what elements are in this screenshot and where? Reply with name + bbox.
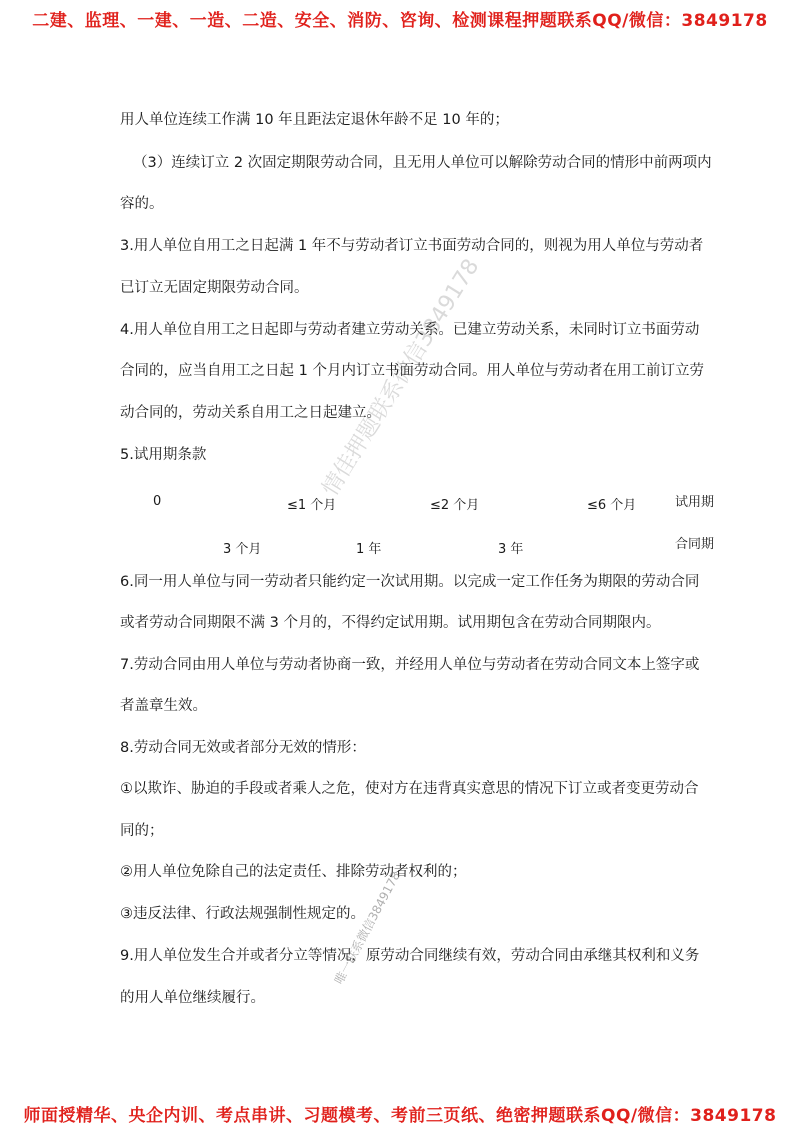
text-line: ①以欺诈、胁迫的手段或者乘人之危，使对方在违背真实意思的情况下订立或者变更劳动合 (120, 781, 699, 797)
text-line: 的用人单位继续履行。 (120, 990, 265, 1006)
text-line: 8.劳动合同无效或者部分无效的情形： (120, 740, 366, 756)
text-line: ③违反法律、行政法规强制性规定的。 (120, 906, 365, 922)
text-line: 合同的，应当自用工之日起 1 个月内订立书面劳动合同。用人单位与劳动者在用工前订立劳 (120, 363, 704, 379)
text-line: （3）连续订立 2 次固定期限劳动合同，且无用人单位可以解除劳动合同的情形中前两项内 (133, 155, 712, 171)
table-cell: 试用期 (675, 495, 715, 510)
text-line: 者盖章生效。 (120, 698, 207, 714)
table-cell: 合同期 (675, 537, 715, 552)
text-line: 容的。 (120, 196, 164, 212)
text-line: 9.用人单位发生合并或者分立等情况，原劳动合同继续有效，劳动合同由承继其权利和义务 (120, 948, 700, 964)
text-line: 已订立无固定期限劳动合同。 (120, 280, 309, 296)
text-line: 5.试用期条款 (120, 447, 207, 463)
bottom-banner: 师面授精华、央企内训、考点串讲、习题模考、考前三页纸、绝密押题联系QQ/微信：3849178 (23, 1106, 777, 1126)
table-cell: ≤2 个月 (430, 498, 480, 513)
text-line: 动合同的，劳动关系自用工之日起建立。 (120, 405, 381, 421)
watermark: 情佳押题联系微信3849178 (317, 254, 485, 501)
text-line: ②用人单位免除自己的法定责任、排除劳动者权利的； (120, 864, 467, 880)
top-banner: 二建、监理、一建、一造、二造、安全、消防、咨询、检测课程押题联系QQ/微信：3849178 (32, 11, 768, 31)
table-cell: 3 年 (498, 542, 524, 557)
text-line: 6.同一用人单位与同一劳动者只能约定一次试用期。以完成一定工作任务为期限的劳动合同 (120, 574, 700, 590)
table-cell: ≤1 个月 (287, 498, 337, 513)
text-line: 或者劳动合同期限不满 3 个月的，不得约定试用期。试用期包含在劳动合同期限内。 (120, 615, 661, 631)
text-line: 4.用人单位自用工之日起即与劳动者建立劳动关系。已建立劳动关系，未同时订立书面劳动 (120, 322, 700, 338)
table-cell: 1 年 (356, 542, 382, 557)
text-line: 7.劳动合同由用人单位与劳动者协商一致，并经用人单位与劳动者在劳动合同文本上签字或 (120, 657, 700, 673)
table-cell: 3 个月 (223, 542, 262, 557)
text-line: 同的； (120, 823, 164, 839)
text-line: 3.用人单位自用工之日起满 1 年不与劳动者订立书面劳动合同的，则视为用人单位与劳动者 (120, 238, 704, 254)
table-cell: 0 (153, 494, 162, 509)
table-cell: ≤6 个月 (587, 498, 637, 513)
text-line: 用人单位连续工作满 10 年且距法定退休年龄不足 10 年的； (120, 112, 509, 128)
watermark: 唯一联系微信3849178 (331, 869, 404, 987)
